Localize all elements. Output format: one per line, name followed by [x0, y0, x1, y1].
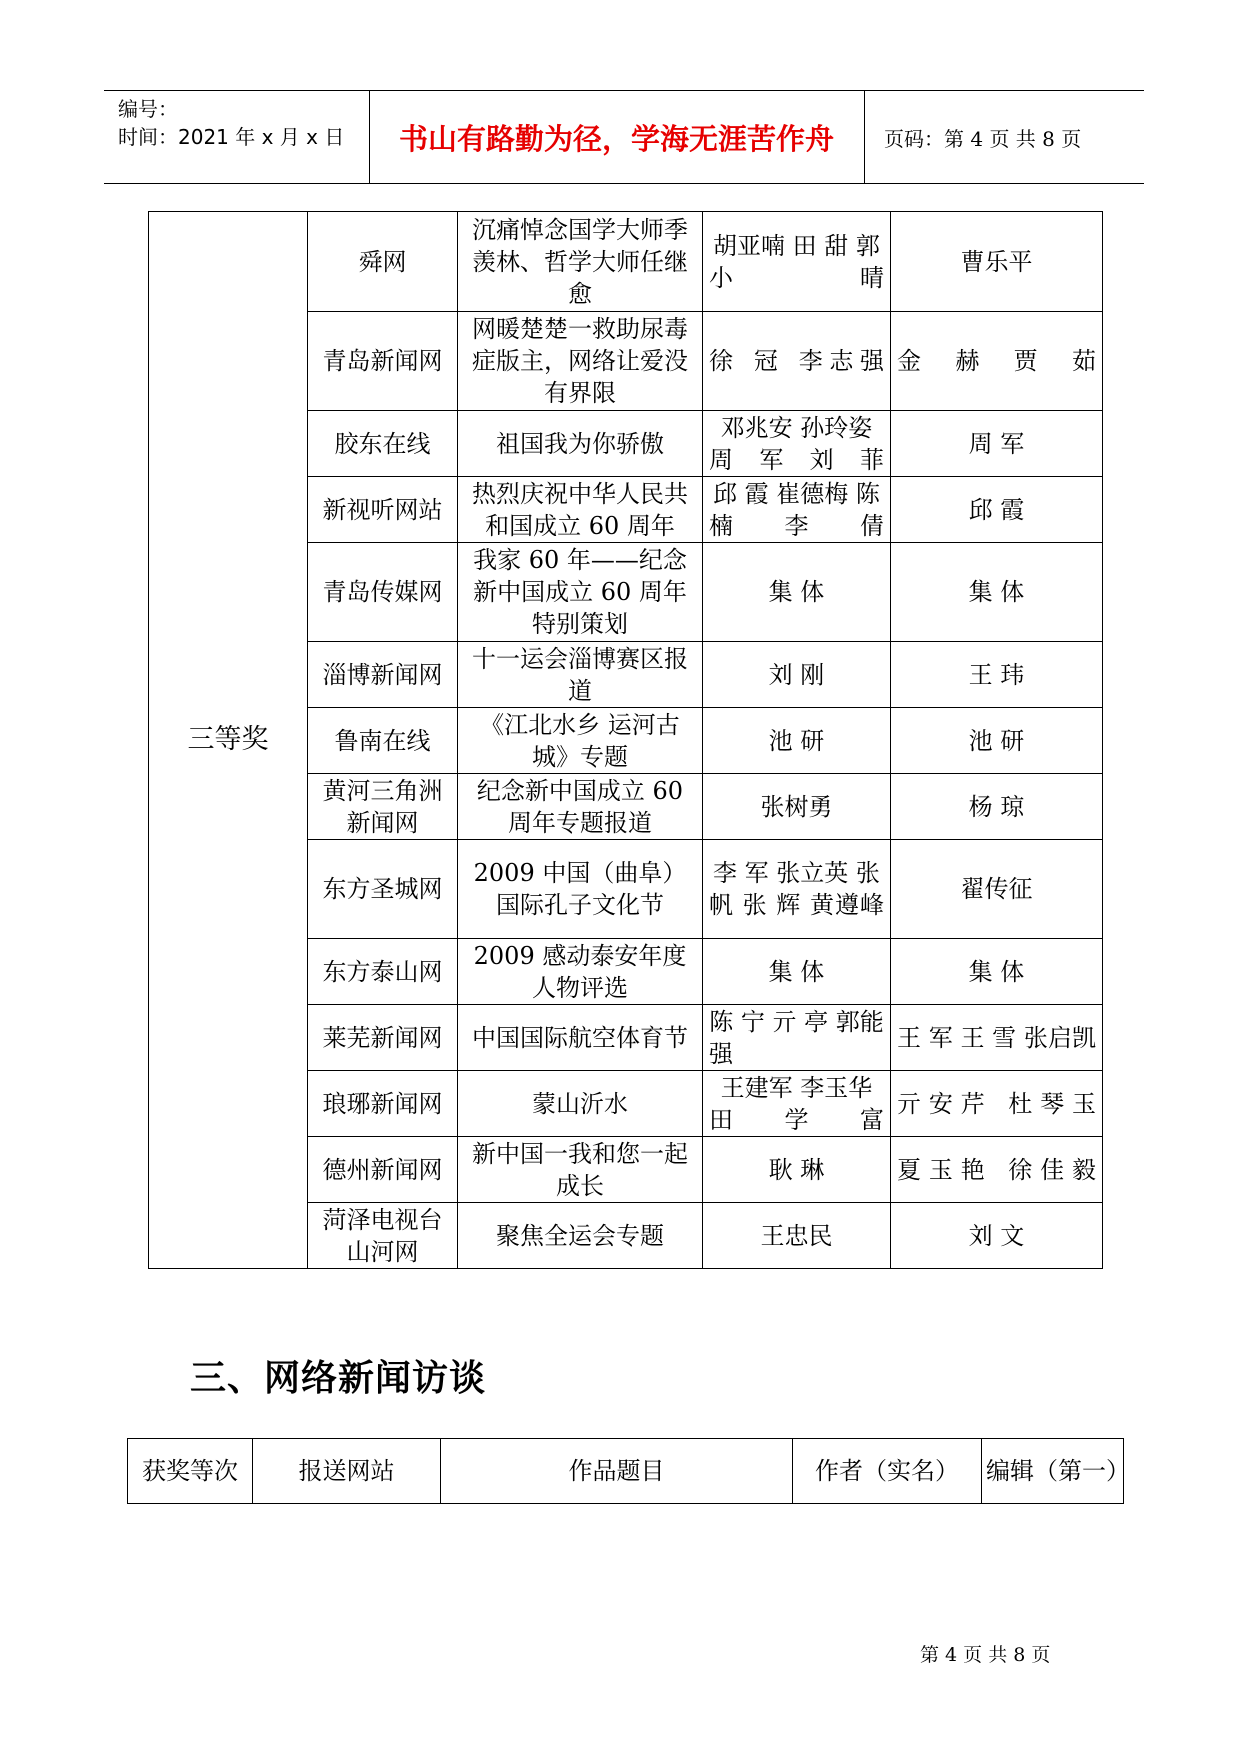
column-header: 获奖等次 [128, 1439, 253, 1504]
header-page-label: 页码：第 4 页 共 8 页 [884, 126, 1082, 151]
authors-cell: 邱 霞 崔德梅 陈 楠 李 倩 [703, 477, 891, 543]
award-rank: 三等奖 [149, 212, 308, 1269]
title-cell: 2009 感动泰安年度人物评选 [458, 939, 703, 1005]
site-cell: 胶东在线 [308, 411, 458, 477]
authors-cell: 王建军 李玉华 田学富 [703, 1071, 891, 1137]
site-cell: 青岛传媒网 [308, 543, 458, 642]
title-cell: 2009 中国（曲阜）国际孔子文化节 [458, 840, 703, 939]
authors-cell: 张树勇 [703, 774, 891, 840]
title-cell: 祖国我为你骄傲 [458, 411, 703, 477]
editor-cell: 集 体 [891, 939, 1103, 1005]
title-cell: 十一运会淄博赛区报道 [458, 642, 703, 708]
site-cell: 东方圣城网 [308, 840, 458, 939]
site-cell: 菏泽电视台山河网 [308, 1203, 458, 1269]
site-cell: 黄河三角洲新闻网 [308, 774, 458, 840]
title-cell: 蒙山沂水 [458, 1071, 703, 1137]
column-header: 作品题目 [441, 1439, 793, 1504]
time-label: 时间：2021 年 x 月 x 日 [118, 125, 345, 149]
title-cell: 热烈庆祝中华人民共和国成立 60 周年 [458, 477, 703, 543]
title-cell: 沉痛悼念国学大师季羡林、哲学大师任继愈 [458, 212, 703, 312]
editor-cell: 周 军 [891, 411, 1103, 477]
title-cell: 网暖楚楚一救助尿毒症版主，网络让爱没有界限 [458, 312, 703, 411]
header-meta [104, 91, 369, 183]
site-cell: 淄博新闻网 [308, 642, 458, 708]
column-header: 编辑（第一） [982, 1439, 1124, 1504]
title-cell: 新中国一我和您一起成长 [458, 1137, 703, 1203]
editor-cell: 集 体 [891, 543, 1103, 642]
header-divider [864, 91, 865, 183]
editor-cell: 刘 文 [891, 1203, 1103, 1269]
authors-cell: 王忠民 [703, 1203, 891, 1269]
site-cell: 新视听网站 [308, 477, 458, 543]
title-cell: 纪念新中国成立 60 周年专题报道 [458, 774, 703, 840]
header-motto: 书山有路勤为径，学海无涯苦作舟 [398, 121, 834, 156]
authors-cell: 胡亚喃 田 甜 郭小晴 [703, 212, 891, 312]
authors-cell: 邓兆安 孙玲姿 周 军 刘 菲 [703, 411, 891, 477]
editor-cell: 亓安芹 杜琴玉 [891, 1071, 1103, 1137]
editor-cell: 杨 琼 [891, 774, 1103, 840]
editor-cell: 邱 霞 [891, 477, 1103, 543]
authors-cell: 集 体 [703, 543, 891, 642]
title-cell: 中国国际航空体育节 [458, 1005, 703, 1071]
title-cell: 我家 60 年——纪念新中国成立 60 周年特别策划 [458, 543, 703, 642]
interview-table [127, 1438, 1130, 1504]
site-cell: 青岛新闻网 [308, 312, 458, 411]
site-cell: 莱芜新闻网 [308, 1005, 458, 1071]
authors-cell: 徐 冠 李志强 [703, 312, 891, 411]
authors-cell: 集 体 [703, 939, 891, 1005]
editor-cell: 曹乐平 [891, 212, 1103, 312]
site-cell: 琅琊新闻网 [308, 1071, 458, 1137]
table-header-row [128, 1439, 1124, 1504]
site-cell: 德州新闻网 [308, 1137, 458, 1203]
authors-cell: 李 军 张立英 张 帆 张 辉 黄遵峰 [703, 840, 891, 939]
site-cell: 舜网 [308, 212, 458, 312]
title-cell: 《江北水乡 运河古城》专题 [458, 708, 703, 774]
editor-cell: 王 军 王 雪 张启凯 [891, 1005, 1103, 1071]
editor-cell: 池 研 [891, 708, 1103, 774]
title-cell: 聚焦全运会专题 [458, 1203, 703, 1269]
authors-cell: 陈 宁 亓 亭 郭能强 [703, 1005, 891, 1071]
column-header: 报送网站 [253, 1439, 441, 1504]
site-cell: 鲁南在线 [308, 708, 458, 774]
authors-cell: 池 研 [703, 708, 891, 774]
number-label: 编号： [118, 97, 178, 121]
table-row [149, 212, 1103, 312]
editor-cell: 翟传征 [891, 840, 1103, 939]
section-heading: 三、网络新闻访谈 [190, 1357, 487, 1399]
award-table [148, 211, 1103, 1269]
editor-cell: 金 赫 贾 茹 [891, 312, 1103, 411]
page-footer: 第 4 页 共 8 页 [920, 1644, 1051, 1666]
column-header: 作者（实名） [793, 1439, 982, 1504]
editor-cell: 王 玮 [891, 642, 1103, 708]
page-header [104, 90, 1144, 184]
authors-cell: 耿 琳 [703, 1137, 891, 1203]
editor-cell: 夏玉艳 徐佳毅 [891, 1137, 1103, 1203]
authors-cell: 刘 刚 [703, 642, 891, 708]
site-cell: 东方泰山网 [308, 939, 458, 1005]
